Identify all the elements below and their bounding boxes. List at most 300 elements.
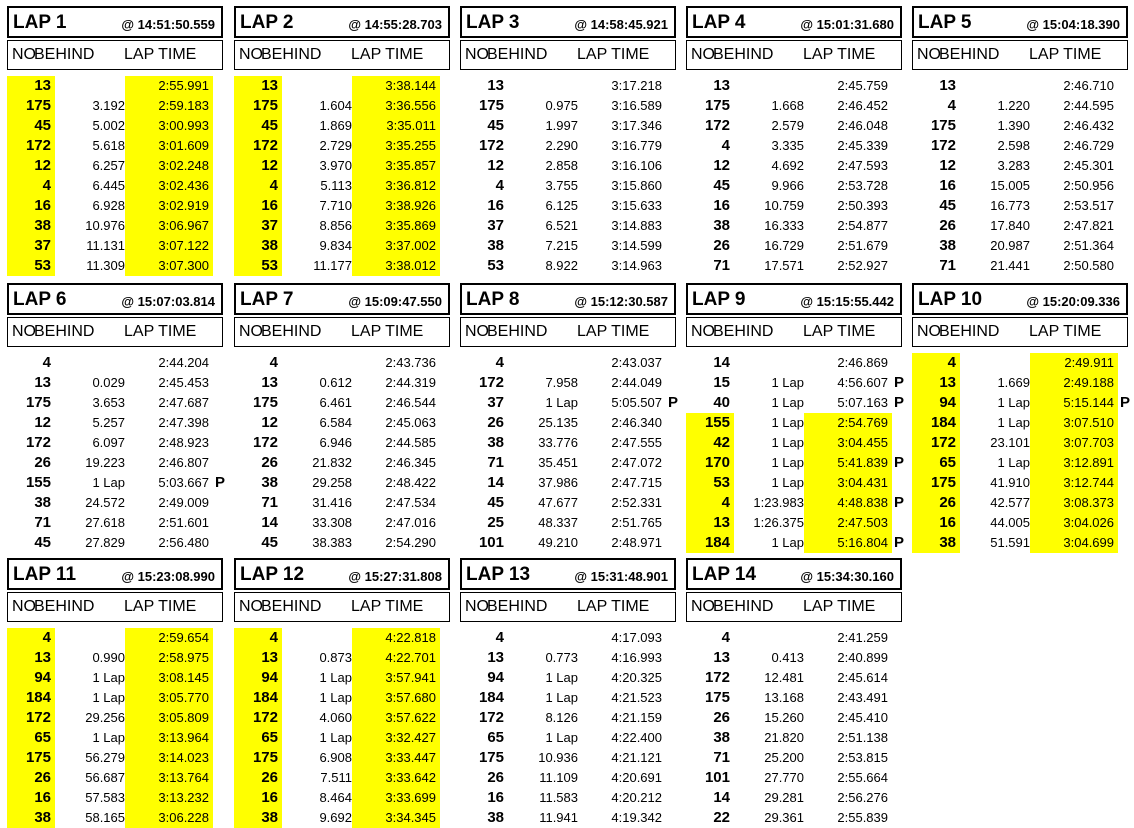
lap-time: 3:02.436: [125, 176, 213, 196]
gap-behind: 8.856: [319, 218, 352, 233]
lap-time: 3:33.699: [352, 788, 440, 808]
column-header-behind: BEHIND: [261, 598, 322, 615]
lap-time: 2:48.923: [158, 435, 209, 450]
gap-behind: [59, 628, 125, 648]
car-number: 12: [7, 156, 55, 176]
gap-behind: 21.832: [312, 455, 352, 470]
column-header-no: NO: [12, 598, 36, 615]
table-row: [234, 393, 450, 413]
lap-time: 4:21.121: [611, 750, 662, 765]
column-header-lap-time: LAP TIME: [351, 46, 424, 63]
car-number: 172: [478, 709, 504, 726]
car-number: 53: [487, 257, 504, 274]
gap-behind: 6.445: [92, 178, 125, 193]
lap-time: 4:21.159: [611, 710, 662, 725]
car-number: 71: [261, 494, 278, 511]
gap-behind: 6.928: [92, 198, 125, 213]
gap-behind: 0.990: [92, 650, 125, 665]
table-row: [234, 493, 450, 513]
car-number: 45: [234, 116, 282, 136]
lap-time: 3:35.857: [352, 156, 440, 176]
column-header-behind: BEHIND: [487, 598, 548, 615]
table-row: [686, 136, 902, 156]
column-header-behind: BEHIND: [713, 323, 774, 340]
lap-time: 2:44.319: [385, 375, 436, 390]
gap-behind: 5.618: [92, 138, 125, 153]
lap-time: 3:33.642: [352, 768, 440, 788]
lap-time: 2:56.480: [158, 535, 209, 550]
table-row: [912, 353, 1128, 373]
table-row: [460, 393, 679, 413]
car-number: 37: [487, 394, 504, 411]
table-row: [234, 808, 450, 828]
pit-marker: P: [894, 494, 905, 511]
lap-header: [7, 6, 223, 38]
pit-marker: P: [1120, 394, 1131, 411]
lap-time: 2:50.580: [1063, 258, 1114, 273]
lap-time: 2:45.614: [837, 670, 888, 685]
column-header-no: NO: [691, 598, 715, 615]
car-number: 15: [713, 374, 730, 391]
lap-header: [686, 558, 902, 590]
lap-time: 2:45.339: [837, 138, 888, 153]
column-header-behind: BEHIND: [34, 598, 95, 615]
gap-behind: [286, 353, 352, 373]
gap-behind: 0.873: [319, 650, 352, 665]
gap-behind: 3.283: [997, 158, 1030, 173]
table-row: [460, 413, 676, 433]
car-number: 38: [487, 809, 504, 826]
column-header-row: [460, 40, 676, 70]
table-row: [460, 728, 676, 748]
car-number: 13: [487, 77, 504, 94]
lap-timestamp: @ 15:07:03.814: [121, 294, 215, 309]
table-row: [460, 668, 676, 688]
car-number: 13: [234, 76, 282, 96]
table-row: [686, 413, 902, 433]
lap-time: 3:00.993: [125, 116, 213, 136]
lap-time: 2:47.072: [611, 455, 662, 470]
table-row: [234, 473, 450, 493]
column-header-lap-time: LAP TIME: [124, 46, 197, 63]
table-row: [7, 628, 223, 648]
lap-time: 2:51.679: [837, 238, 888, 253]
column-header-row: [912, 40, 1128, 70]
lap-time: 4:56.607: [837, 375, 888, 390]
lap-time: 3:04.431: [804, 473, 892, 493]
lap-time: 2:58.975: [125, 648, 213, 668]
table-row: [7, 76, 223, 96]
lap-time: 2:47.398: [158, 415, 209, 430]
table-row: [912, 96, 1128, 116]
table-row: [460, 768, 676, 788]
column-header-no: NO: [691, 323, 715, 340]
gap-behind: [59, 353, 125, 373]
column-header-row: [234, 317, 450, 347]
table-row: [7, 668, 223, 688]
lap-timestamp: @ 14:58:45.921: [574, 17, 668, 32]
table-row: [912, 513, 1128, 533]
table-row: [234, 76, 450, 96]
gap-behind: 25.135: [538, 415, 578, 430]
table-row: [7, 96, 223, 116]
lap-time: 2:47.503: [804, 513, 892, 533]
gap-behind: 11.309: [86, 258, 125, 273]
gap-behind: 1 Lap: [771, 455, 804, 470]
car-number: 22: [713, 809, 730, 826]
lap-time: 3:16.779: [611, 138, 662, 153]
table-row: [686, 236, 902, 256]
lap-rows: [686, 76, 902, 276]
lap-timestamp: @ 15:15:55.442: [800, 294, 894, 309]
lap-time: 4:20.212: [611, 790, 662, 805]
table-row: [7, 236, 223, 256]
table-row: [460, 256, 676, 276]
table-row: [686, 473, 902, 493]
table-row: [7, 196, 223, 216]
table-row: [234, 256, 450, 276]
lap-title: LAP 14: [692, 564, 757, 585]
lap-time: 2:47.593: [837, 158, 888, 173]
lap-timestamp: @ 15:20:09.336: [1026, 294, 1120, 309]
car-number: 94: [234, 668, 282, 688]
table-row: [234, 728, 450, 748]
table-row: [234, 156, 450, 176]
car-number: 172: [7, 708, 55, 728]
car-number: 16: [939, 177, 956, 194]
table-row: [7, 256, 223, 276]
lap-time: 2:41.259: [837, 630, 888, 645]
car-number: 65: [234, 728, 282, 748]
table-row: [460, 688, 676, 708]
column-header-no: NO: [12, 46, 36, 63]
lap-time: 2:54.290: [385, 535, 436, 550]
lap-time: 3:38.012: [352, 256, 440, 276]
lap-time: 2:53.728: [837, 178, 888, 193]
lap-rows: [234, 353, 450, 553]
gap-behind: 1.390: [997, 118, 1030, 133]
column-header-no: NO: [239, 598, 263, 615]
car-number: 101: [478, 534, 504, 551]
car-number: 155: [686, 413, 734, 433]
lap-title: LAP 2: [240, 12, 294, 33]
column-header-lap-time: LAP TIME: [803, 598, 876, 615]
lap-time: 2:49.188: [1030, 373, 1118, 393]
lap-time: 3:12.891: [1030, 453, 1118, 473]
table-row: [7, 473, 226, 493]
column-header-row: [234, 592, 450, 622]
car-number: 4: [234, 628, 282, 648]
car-number: 4: [495, 354, 504, 371]
lap-time: 2:46.345: [385, 455, 436, 470]
gap-behind: 1 Lap: [319, 670, 352, 685]
lap-time: 3:57.622: [352, 708, 440, 728]
column-header-behind: BEHIND: [713, 46, 774, 63]
car-number: 16: [7, 196, 55, 216]
lap-time: 3:35.011: [352, 116, 440, 136]
table-row: [234, 628, 450, 648]
lap-time: 2:47.687: [158, 395, 209, 410]
car-number: 45: [713, 177, 730, 194]
lap-time: 2:50.393: [837, 198, 888, 213]
lap-rows: [234, 628, 450, 828]
lap-time: 2:45.453: [158, 375, 209, 390]
gap-behind: 6.908: [319, 750, 352, 765]
lap-time: 3:13.232: [125, 788, 213, 808]
lap-title: LAP 9: [692, 289, 746, 310]
gap-behind: 41.910: [990, 475, 1030, 490]
lap-time: 2:47.534: [385, 495, 436, 510]
lap-time: 2:43.037: [611, 355, 662, 370]
car-number: 45: [7, 116, 55, 136]
gap-behind: 6.097: [92, 435, 125, 450]
table-row: [234, 216, 450, 236]
car-number: 172: [704, 669, 730, 686]
table-row: [686, 788, 902, 808]
gap-behind: 1.220: [997, 98, 1030, 113]
table-row: [912, 373, 1128, 393]
car-number: 184: [686, 533, 734, 553]
car-number: 175: [478, 97, 504, 114]
lap-time: 3:07.703: [1030, 433, 1118, 453]
lap-title: LAP 10: [918, 289, 983, 310]
gap-behind: 3.335: [771, 138, 804, 153]
gap-behind: 29.361: [764, 810, 804, 825]
lap-time: 4:19.342: [611, 810, 662, 825]
car-number: 26: [487, 414, 504, 431]
lap-time: 3:07.300: [125, 256, 213, 276]
gap-behind: 6.461: [319, 395, 352, 410]
table-row: [7, 688, 223, 708]
car-number: 175: [930, 117, 956, 134]
pit-marker: P: [894, 534, 905, 551]
lap-time: 4:21.523: [611, 690, 662, 705]
lap-header: [912, 6, 1128, 38]
car-number: 94: [7, 668, 55, 688]
table-row: [686, 353, 902, 373]
table-row: [686, 196, 902, 216]
lap-time: 3:13.764: [125, 768, 213, 788]
car-number: 172: [234, 136, 282, 156]
lap-title: LAP 11: [13, 564, 77, 585]
table-row: [7, 513, 223, 533]
car-number: 16: [912, 513, 960, 533]
lap-time: 3:15.860: [611, 178, 662, 193]
lap-time: 2:51.765: [611, 515, 662, 530]
lap-header: [460, 283, 676, 315]
gap-behind: 38.383: [312, 535, 352, 550]
column-header-row: [460, 317, 676, 347]
lap-time: 5:41.839: [804, 453, 892, 473]
table-row: [460, 533, 676, 553]
gap-behind: [738, 76, 804, 96]
car-number: 175: [704, 97, 730, 114]
pit-marker: P: [894, 394, 905, 411]
table-row: [460, 513, 676, 533]
table-row: [686, 513, 902, 533]
gap-behind: 10.976: [85, 218, 125, 233]
gap-behind: 11.941: [539, 810, 578, 825]
lap-time: 2:45.410: [837, 710, 888, 725]
gap-behind: 1 Lap: [771, 535, 804, 550]
gap-behind: 16.333: [764, 218, 804, 233]
column-header-lap-time: LAP TIME: [577, 598, 650, 615]
table-row: [912, 433, 1128, 453]
lap-time: 2:43.491: [837, 690, 888, 705]
lap-time: 3:13.964: [125, 728, 213, 748]
table-row: [686, 76, 902, 96]
gap-behind: 0.612: [319, 375, 352, 390]
car-number: 94: [912, 393, 960, 413]
column-header-behind: BEHIND: [261, 46, 322, 63]
lap-header: [234, 558, 450, 590]
table-row: [7, 373, 223, 393]
gap-behind: 1 Lap: [771, 475, 804, 490]
table-row: [460, 493, 676, 513]
lap-time: 2:44.049: [611, 375, 662, 390]
table-row: [7, 136, 223, 156]
lap-time: 4:22.818: [352, 628, 440, 648]
lap-time: 3:16.106: [611, 158, 662, 173]
lap-title: LAP 4: [692, 12, 746, 33]
gap-behind: 0.975: [545, 98, 578, 113]
car-number: 94: [487, 669, 504, 686]
car-number: 65: [912, 453, 960, 473]
lap-time: 3:14.023: [125, 748, 213, 768]
car-number: 4: [7, 176, 55, 196]
table-row: [686, 393, 905, 413]
lap-time: 2:47.715: [611, 475, 662, 490]
table-row: [686, 728, 902, 748]
car-number: 53: [234, 256, 282, 276]
car-number: 45: [261, 534, 278, 551]
table-row: [7, 216, 223, 236]
table-row: [7, 413, 223, 433]
gap-behind: 1 Lap: [92, 670, 125, 685]
car-number: 38: [7, 216, 55, 236]
gap-behind: 35.451: [538, 455, 578, 470]
column-header-behind: BEHIND: [261, 323, 322, 340]
lap-time: 2:52.927: [837, 258, 888, 273]
gap-behind: 1 Lap: [771, 415, 804, 430]
gap-behind: 7.958: [545, 375, 578, 390]
car-number: 26: [912, 493, 960, 513]
table-row: [7, 808, 223, 828]
column-header-behind: BEHIND: [34, 323, 95, 340]
gap-behind: 5.113: [320, 178, 352, 193]
table-row: [234, 453, 450, 473]
gap-behind: 13.168: [764, 690, 804, 705]
car-number: 26: [487, 769, 504, 786]
car-number: 175: [478, 749, 504, 766]
lap-timestamp: @ 15:04:18.390: [1026, 17, 1120, 32]
lap-time: 3:36.556: [352, 96, 440, 116]
lap-time: 2:47.555: [611, 435, 662, 450]
table-row: [912, 453, 1128, 473]
column-header-lap-time: LAP TIME: [351, 598, 424, 615]
column-header-lap-time: LAP TIME: [577, 46, 650, 63]
gap-behind: 20.987: [990, 238, 1030, 253]
lap-time: 2:53.815: [837, 750, 888, 765]
table-row: [460, 236, 676, 256]
car-number: 13: [686, 513, 734, 533]
lap-time: 4:17.093: [611, 630, 662, 645]
lap-time: 2:48.422: [385, 475, 436, 490]
lap-time: 2:43.736: [385, 355, 436, 370]
car-number: 71: [487, 454, 504, 471]
gap-behind: 4.060: [319, 710, 352, 725]
table-row: [234, 768, 450, 788]
gap-behind: 0.773: [545, 650, 578, 665]
car-number: 71: [713, 257, 730, 274]
gap-behind: [512, 353, 578, 373]
gap-behind: 48.337: [538, 515, 578, 530]
column-header-no: NO: [691, 46, 715, 63]
car-number: 38: [912, 533, 960, 553]
gap-behind: 17.571: [764, 258, 804, 273]
gap-behind: 7.511: [320, 770, 352, 785]
car-number: 170: [686, 453, 734, 473]
pit-marker: P: [894, 454, 905, 471]
table-row: [460, 196, 676, 216]
table-row: [912, 136, 1128, 156]
table-row: [460, 76, 676, 96]
gap-behind: 6.521: [545, 218, 578, 233]
car-number: 65: [487, 729, 504, 746]
car-number: 71: [34, 514, 51, 531]
car-number: 53: [686, 473, 734, 493]
table-row: [686, 116, 902, 136]
car-number: 172: [234, 708, 282, 728]
gap-behind: 27.618: [85, 515, 125, 530]
table-row: [460, 433, 676, 453]
gap-behind: 1 Lap: [319, 730, 352, 745]
gap-behind: 2.598: [997, 138, 1030, 153]
gap-behind: 1 Lap: [997, 455, 1030, 470]
car-number: 4: [721, 629, 730, 646]
table-row: [7, 748, 223, 768]
table-row: [686, 96, 902, 116]
table-row: [7, 116, 223, 136]
car-number: 16: [234, 196, 282, 216]
lap-time: 3:17.346: [611, 118, 662, 133]
car-number: 13: [261, 374, 278, 391]
car-number: 184: [7, 688, 55, 708]
lap-time: 2:46.048: [837, 118, 888, 133]
table-row: [460, 748, 676, 768]
car-number: 101: [704, 769, 730, 786]
table-row: [686, 156, 902, 176]
car-number: 42: [686, 433, 734, 453]
table-row: [686, 668, 902, 688]
lap-time: 3:14.963: [611, 258, 662, 273]
table-row: [7, 453, 223, 473]
gap-behind: 1 Lap: [319, 690, 352, 705]
car-number: 13: [713, 77, 730, 94]
car-number: 172: [25, 434, 51, 451]
car-number: 175: [234, 96, 282, 116]
car-number: 53: [7, 256, 55, 276]
car-number: 4: [912, 353, 960, 373]
gap-behind: 42.577: [990, 495, 1030, 510]
gap-behind: [286, 76, 352, 96]
table-row: [234, 413, 450, 433]
car-number: 38: [713, 217, 730, 234]
lap-rows: [460, 628, 676, 828]
table-row: [460, 788, 676, 808]
lap-header: [686, 6, 902, 38]
lap-time: 2:56.276: [837, 790, 888, 805]
